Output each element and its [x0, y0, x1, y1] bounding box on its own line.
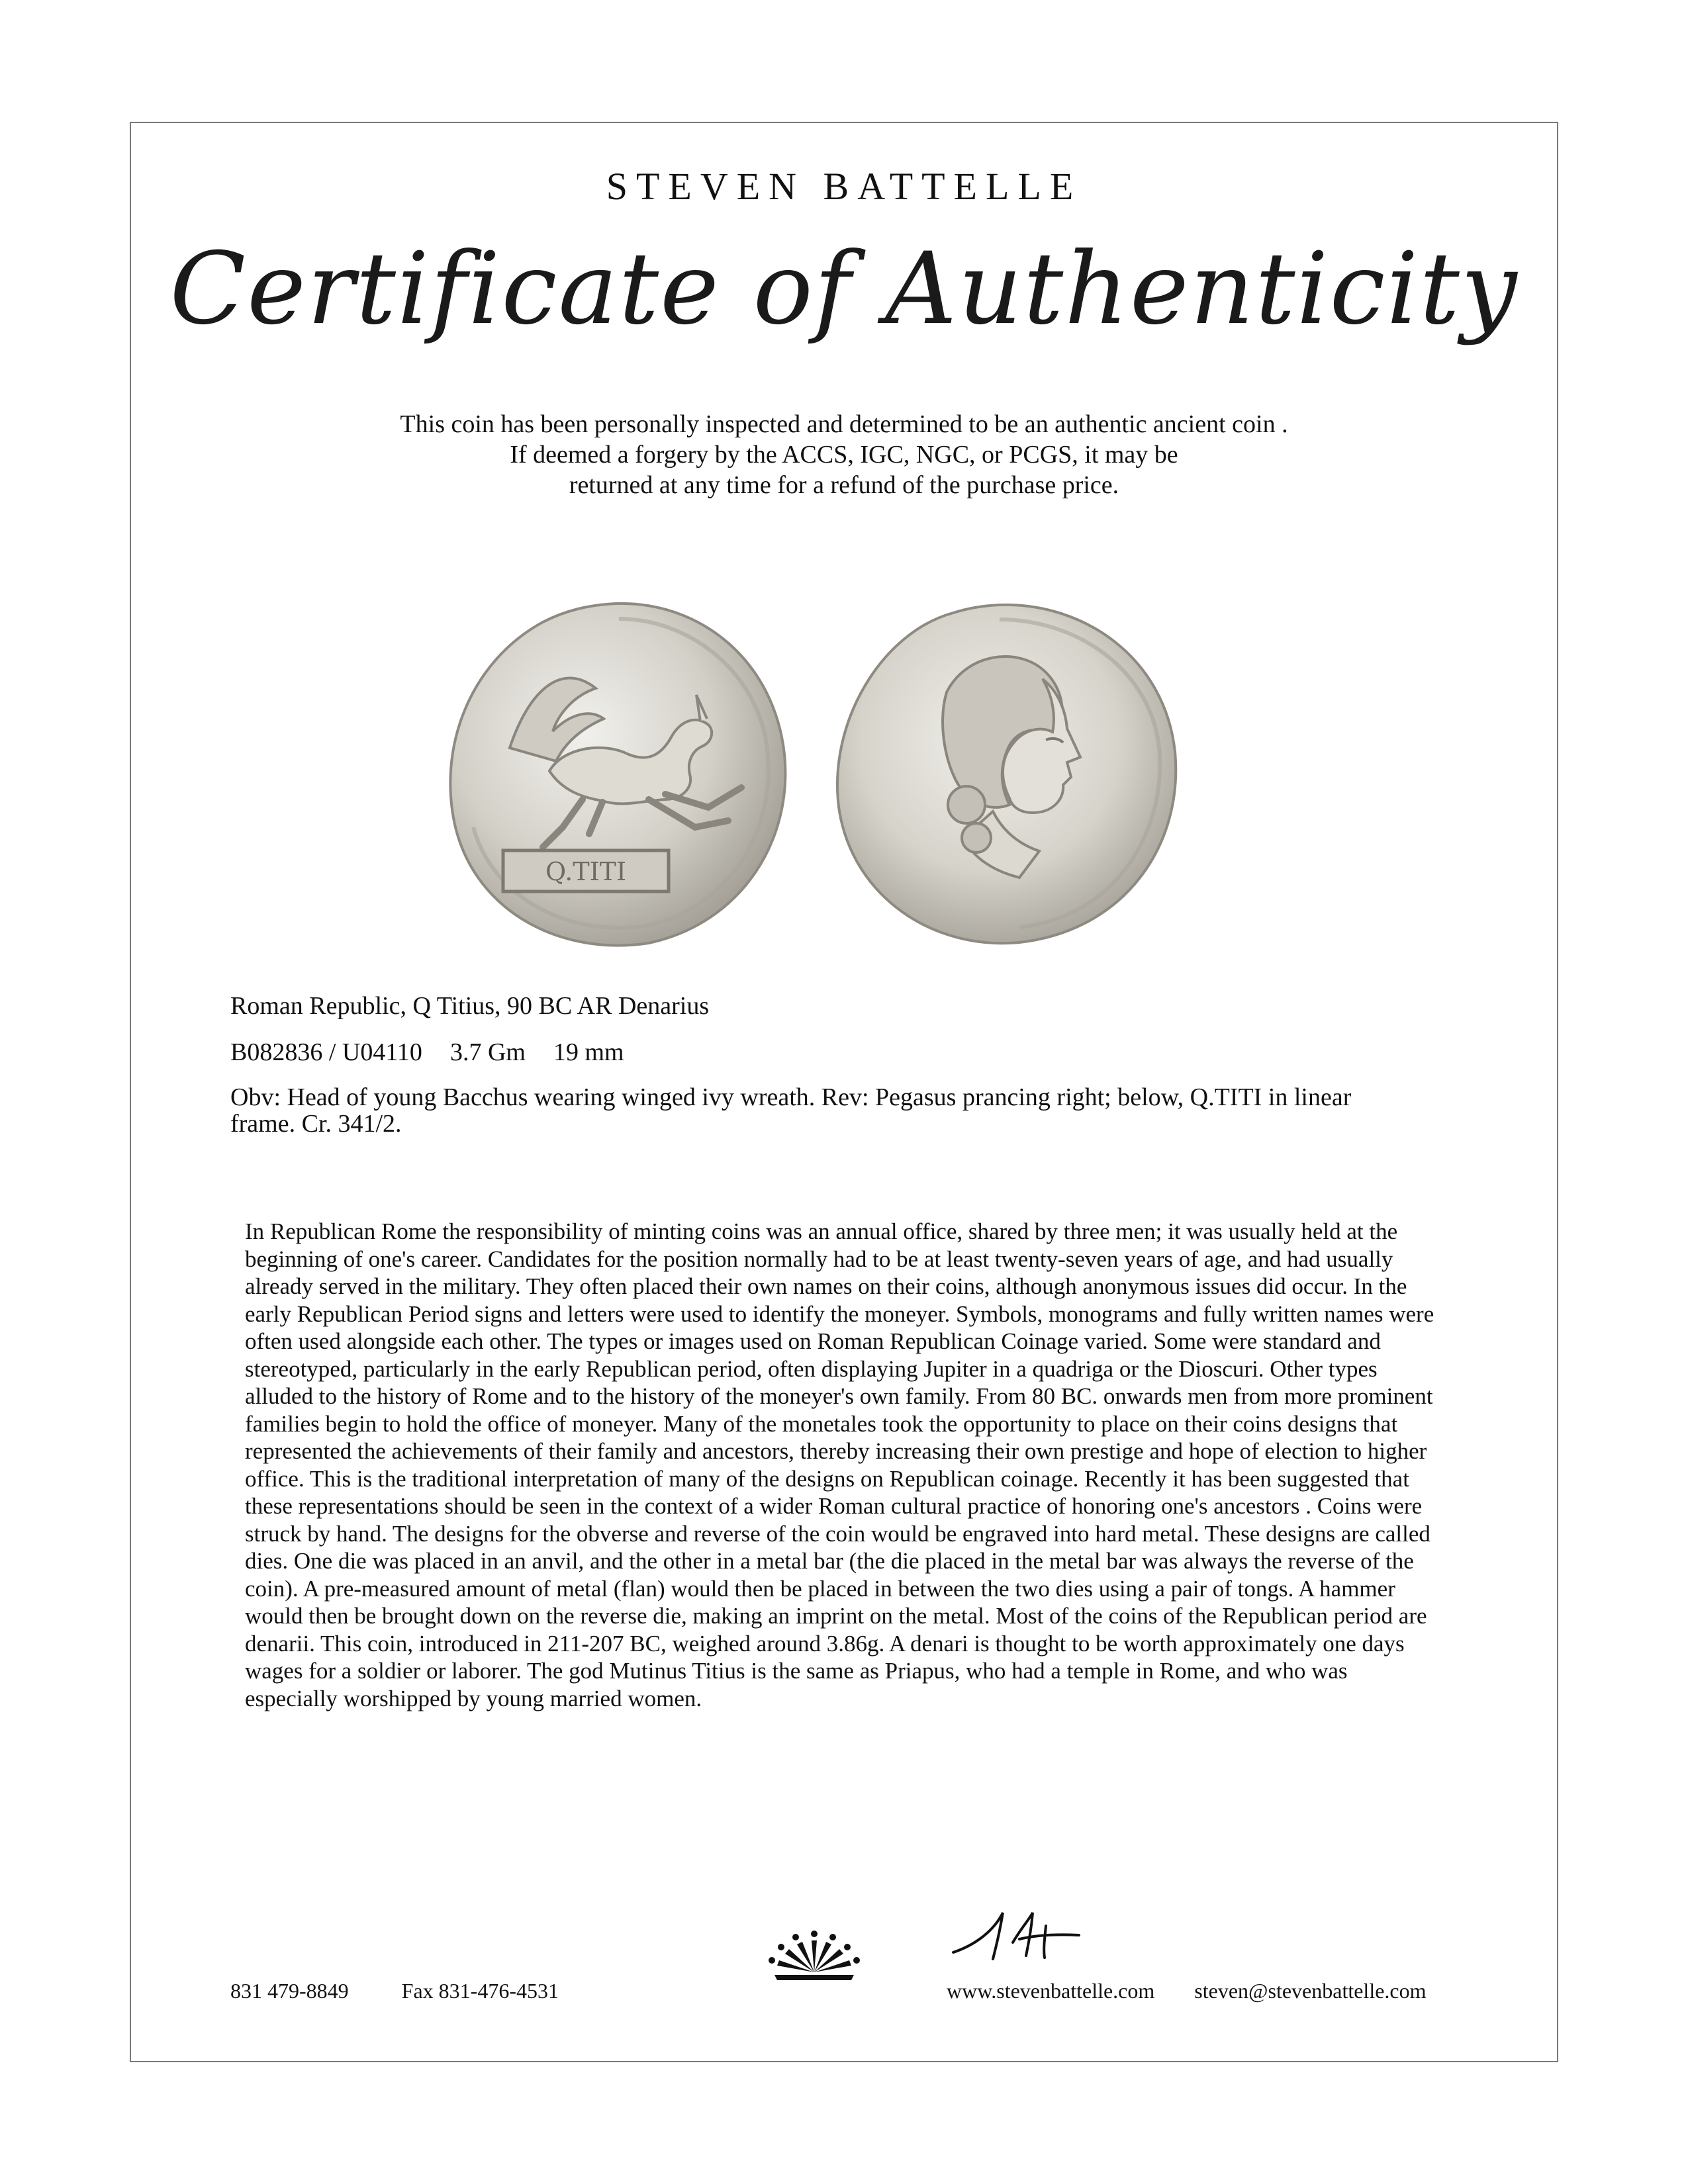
coin-details: [230, 991, 1422, 1154]
guarantee-line: returned at any time for a refund of the purchase price.: [569, 471, 1119, 499]
coin-images: [430, 589, 1192, 960]
coin-reverse-pegasus-image: [430, 589, 801, 960]
coin-specs: [230, 1038, 1422, 1067]
coin-title: Roman Republic, Q Titius, 90 BC AR Denarius: [230, 992, 710, 1020]
website-link[interactable]: www.stevenbattelle.com: [947, 1979, 1155, 2003]
guarantee-line: This coin has been personally inspected and determined to be an authentic ancient coin .: [400, 410, 1288, 438]
coin-description: Obv: Head of young Bacchus wearing winged ivy wreath. Rev: Pegasus prancing right; below, Q.TITI in linear frame. Cr. 341/2.: [230, 1083, 1352, 1138]
historical-text: In Republican Rome the responsibility of minting coins was an annual office, shared by three men; it was usually held at the beginning of one's career. Candidates for the position normally had to be at least twenty-seven years of age, and had usually already served in the military. They often placed their own names on their coins, although anonymous issues did occur. In the early Republican Period signs and letters were used to identify the moneyer. Symbols, monograms and fully written names were often used alongside each other. The types or images used on Roman Republican Coinage varied. Some were standard and stereotyped, particularly in the early Republican period, often displaying Jupiter in a quadriga or the Dioscuri. Other types alluded to the history of Rome and to the history of the moneyer's own family. From 80 BC. onwards men from more prominent families begin to hold the office of moneyer. Many of the monetales took the opportunity to place on their coins designs that represented the achievements of their family and ancestors, thereby increasing their own prestige and hope of election to higher office. This is the traditional interpretation of many of the designs on Republican coinage. Recently it has been suggested that these representations should be seen in the context of a wider Roman cultural practice of honoring one's ancestors . Coins were struck by hand. The designs for the obverse and reverse of the coin would be engraved into hard metal. These designs are called dies. One die was placed in an anvil, and the other in a metal bar (the die placed in the metal bar was always the reverse of the coin). A pre-measured amount of metal (flan) would then be placed in between the two dies using a pair of tongs. A hammer would then be brought down on the reverse die, making an imprint on the metal. Most of the coins of the Republican period are denarii. This coin, introduced in 211-207 BC, weighed around 3.86g. A denari is thought to be worth approximately one days wages for a soldier or laborer. The god Mutinus Titius is the same as Priapus, who had a temple in Rome, and who was especially worshipped by young married women.: [245, 1218, 1434, 1711]
inventory-number: B082836 / U04110: [230, 1038, 422, 1066]
email-link[interactable]: steven@stevenbattelle.com: [1194, 1979, 1427, 2003]
guarantee-line: If deemed a forgery by the ACCS, IGC, NGC, or PCGS, it may be: [510, 441, 1178, 469]
footer-contact-right: [947, 1979, 1466, 2003]
fax-number: Fax 831-476-4531: [401, 1979, 559, 2003]
coin-legend-text: Q.TITI: [545, 857, 627, 886]
coin-obverse-bacchus-image: [821, 593, 1188, 954]
footer-contact-left: [230, 1979, 612, 2003]
coin-weight: 3.7 Gm: [449, 1038, 526, 1066]
sunburst-logo-icon: [761, 1926, 867, 1992]
certificate-title: Certificate of Authenticity: [169, 232, 1519, 347]
phone-number: 831 479-8849: [230, 1979, 349, 2003]
brand-name: STEVEN BATTELLE: [606, 165, 1082, 208]
guarantee-statement: [0, 409, 1688, 500]
coin-diameter: 19 mm: [553, 1038, 624, 1066]
signature-image: [947, 1906, 1119, 1966]
